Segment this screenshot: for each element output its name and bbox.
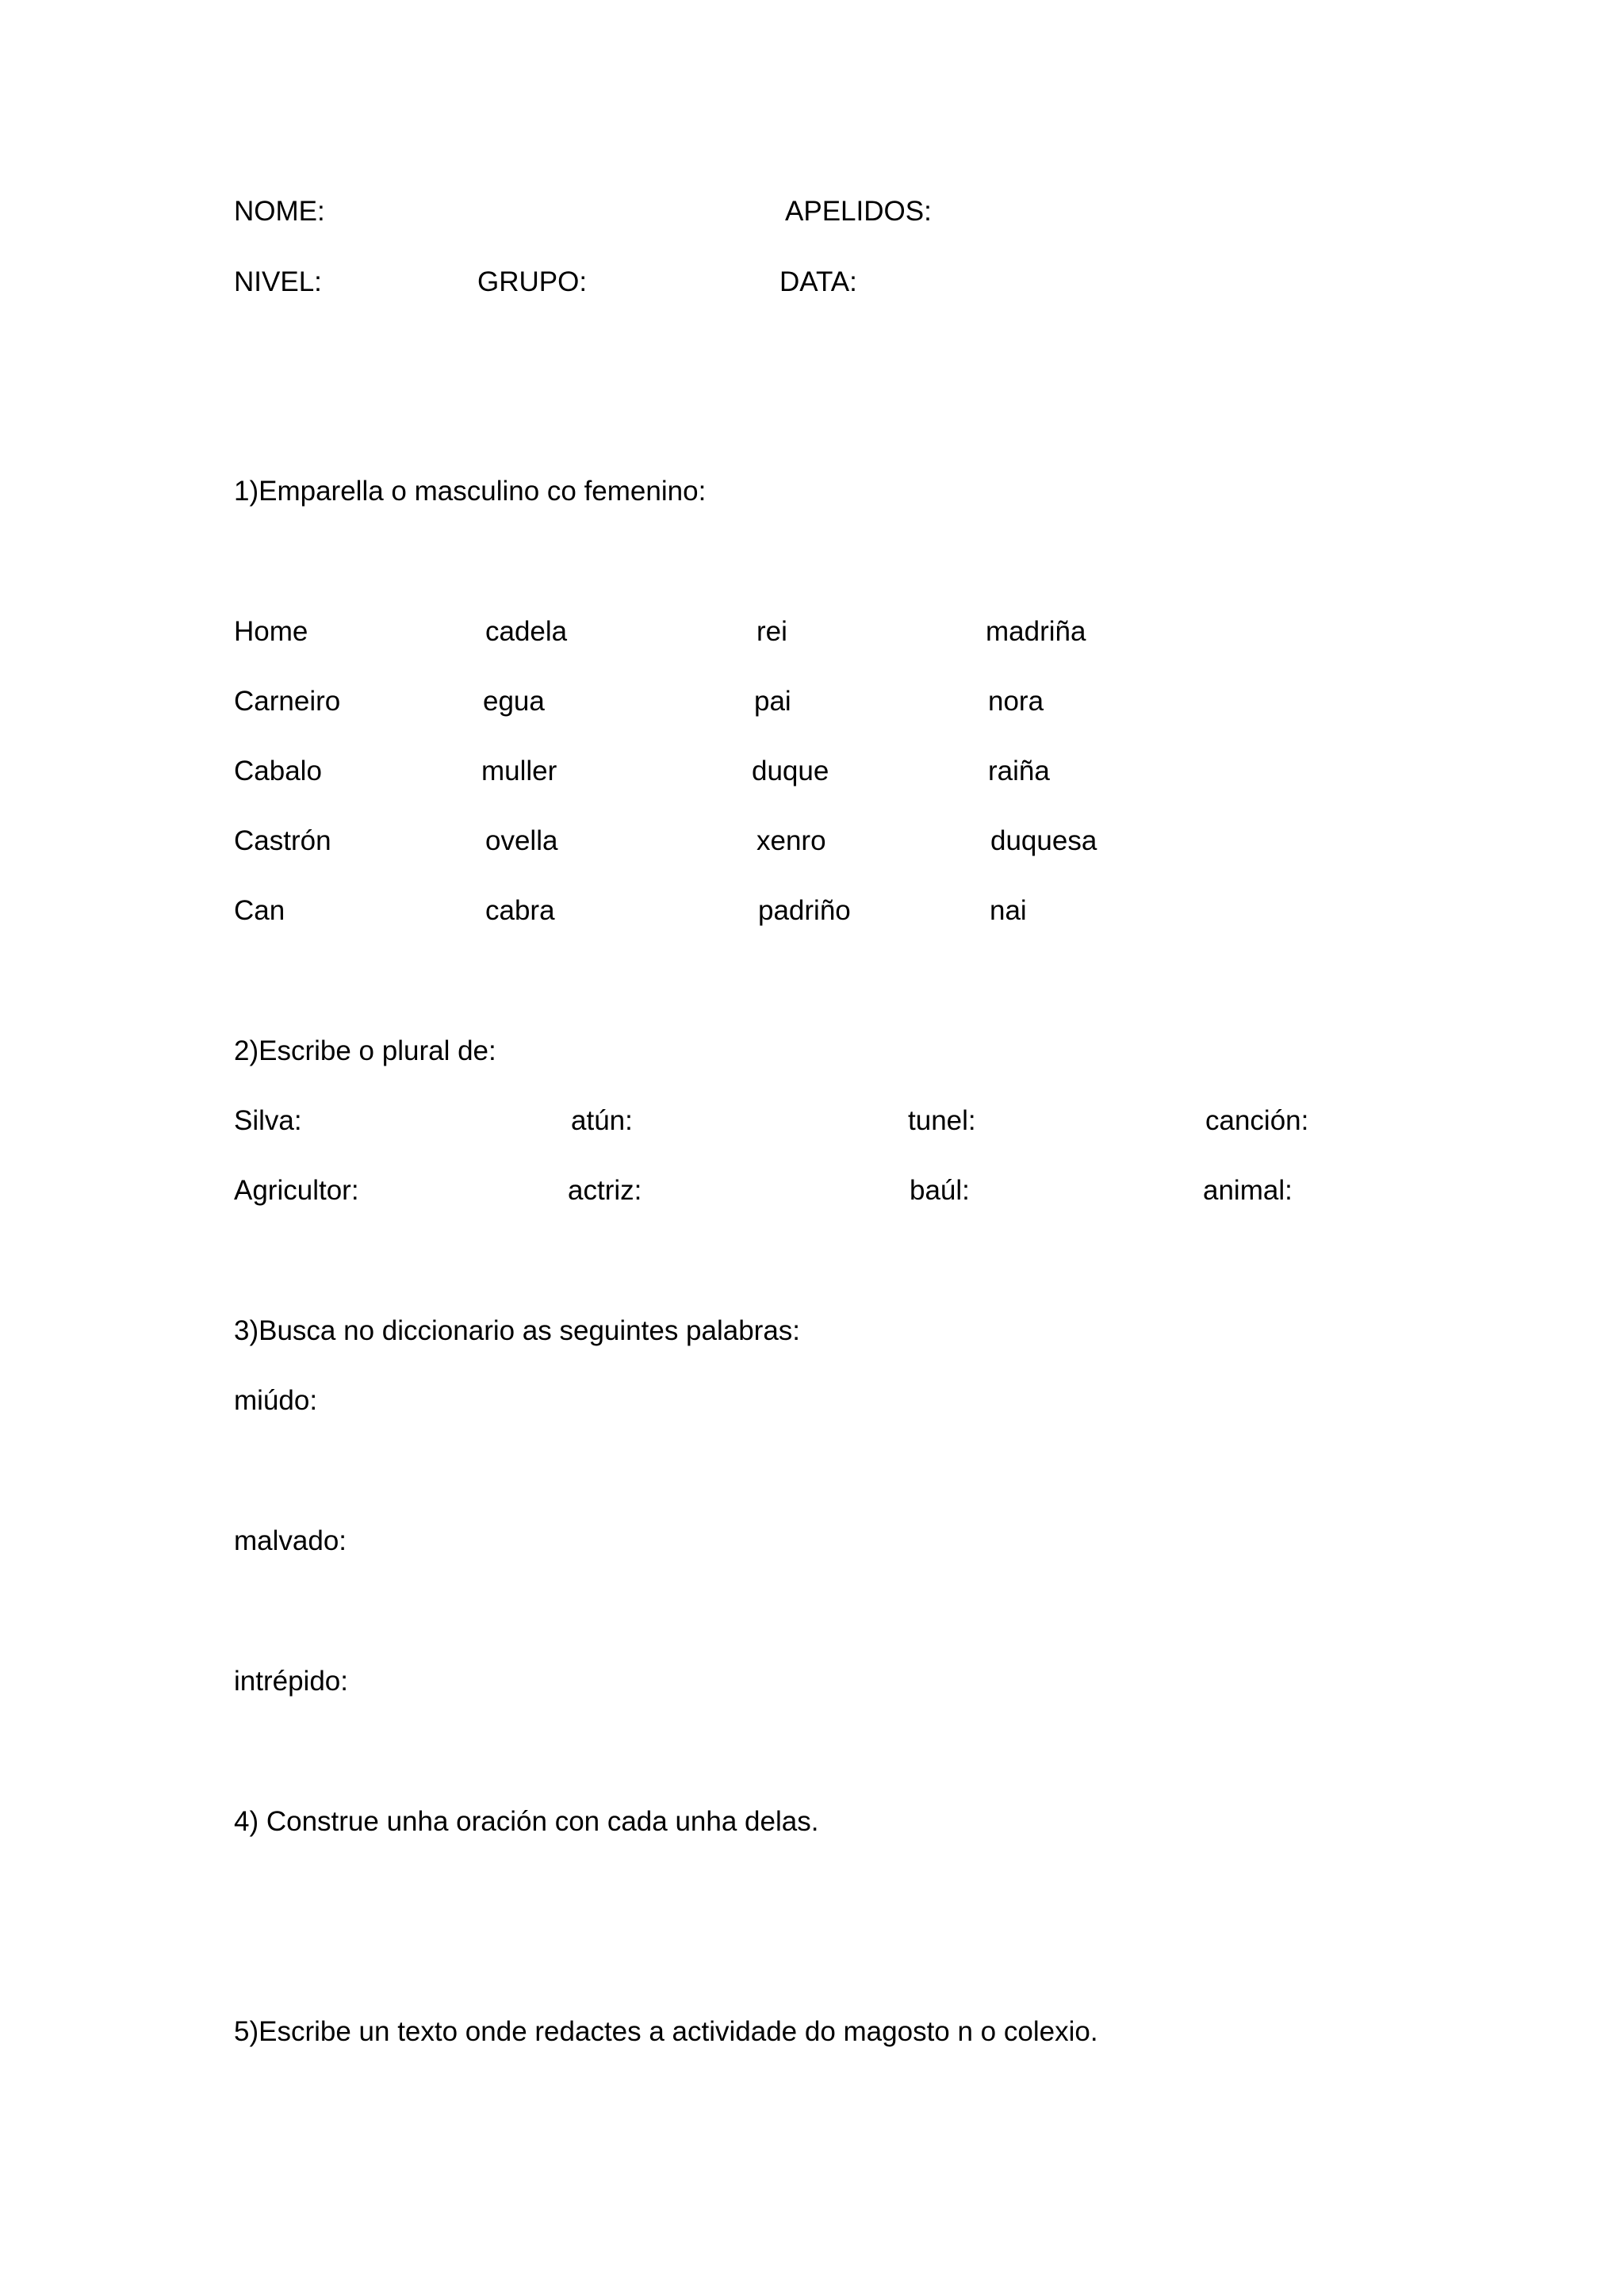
word-cell: Home bbox=[234, 616, 308, 647]
word-cell: padriño bbox=[758, 895, 851, 926]
word-cell: ovella bbox=[485, 825, 558, 856]
word-cell: pai bbox=[754, 686, 791, 717]
dictionary-word: malvado: bbox=[234, 1525, 347, 1556]
exercise-3-title: 3)Busca no diccionario as seguintes palabras: bbox=[234, 1315, 801, 1346]
plural-item: tunel: bbox=[908, 1105, 976, 1136]
exercise-2-title: 2)Escribe o plural de: bbox=[234, 1035, 496, 1066]
word-cell: cabra bbox=[485, 895, 555, 926]
grupo-label: GRUPO: bbox=[477, 266, 588, 297]
dictionary-word: miúdo: bbox=[234, 1385, 318, 1416]
apelidos-label: APELIDOS: bbox=[785, 196, 932, 227]
plural-item: baúl: bbox=[910, 1175, 970, 1206]
word-cell: madriña bbox=[986, 616, 1086, 647]
plural-item: Silva: bbox=[234, 1105, 302, 1136]
word-cell: Can bbox=[234, 895, 285, 926]
exercise-1-title: 1)Emparella o masculino co femenino: bbox=[234, 476, 707, 507]
nivel-label: NIVEL: bbox=[234, 266, 322, 297]
plural-item: actriz: bbox=[568, 1175, 642, 1206]
exercise-5-title: 5)Escribe un texto onde redactes a actividade do magosto n o colexio. bbox=[234, 2016, 1098, 2047]
word-cell: nora bbox=[988, 686, 1044, 717]
word-cell: Castrón bbox=[234, 825, 331, 856]
plural-item: canción: bbox=[1205, 1105, 1309, 1136]
word-cell: raiña bbox=[988, 756, 1050, 786]
word-cell: nai bbox=[990, 895, 1027, 926]
plural-item: atún: bbox=[571, 1105, 633, 1136]
word-cell: egua bbox=[483, 686, 545, 717]
word-cell: rei bbox=[756, 616, 787, 647]
word-cell: duque bbox=[752, 756, 829, 786]
dictionary-word: intrépido: bbox=[234, 1666, 348, 1697]
data-label: DATA: bbox=[779, 266, 857, 297]
nome-label: NOME: bbox=[234, 196, 325, 227]
plural-item: Agricultor: bbox=[234, 1175, 359, 1206]
exercise-4-title: 4) Construe unha oración con cada unha delas. bbox=[234, 1806, 819, 1837]
word-cell: Carneiro bbox=[234, 686, 341, 717]
word-cell: muller bbox=[481, 756, 557, 786]
word-cell: cadela bbox=[485, 616, 568, 647]
word-cell: Cabalo bbox=[234, 756, 322, 786]
plural-item: animal: bbox=[1203, 1175, 1293, 1206]
word-cell: duquesa bbox=[990, 825, 1097, 856]
word-cell: xenro bbox=[756, 825, 826, 856]
